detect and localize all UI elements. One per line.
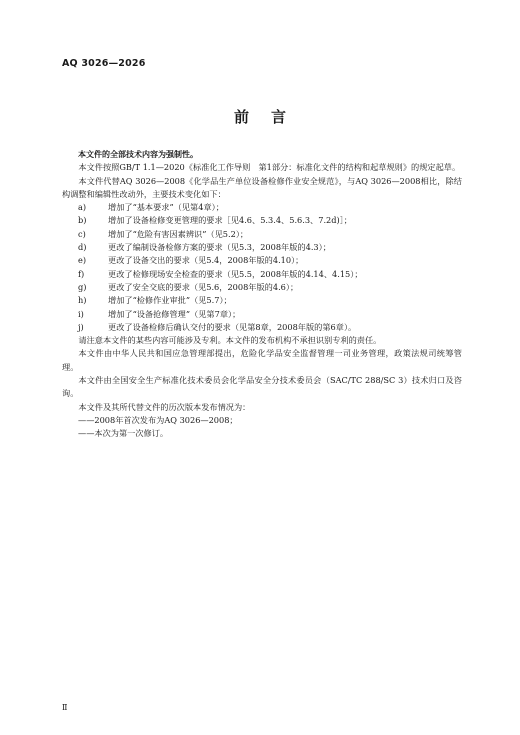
history-intro: 本文件及其所代替文件的历次版本发布情况为： (78, 401, 251, 412)
list-item-marker: c) (78, 228, 86, 239)
list-item-marker: j) (78, 321, 84, 332)
list-item-text: 增加了“危险有害因素辨识”（见5.2）； (108, 228, 249, 239)
list-item (62, 228, 462, 241)
technical-changes-list (62, 201, 462, 334)
list-item-text: 增加了“基本要求”（见第4章）； (108, 202, 224, 213)
foreword-body (62, 148, 462, 441)
drafting-statement: 本文件按照GB/T 1.1—2020《标准化工作导则 第1部分：标准化文件的结构和起草规则》的规定起草。 (78, 162, 461, 173)
replacement-statement: 本文件代替AQ 3026—2008《化学品生产单位设备检修作业安全规范》，与AQ 3026—2008相比，除结构调整和编辑性改动外，主要技术变化如下： (62, 175, 462, 199)
list-item-text: 更改了安全交底的要求（见5.6，2008年版的4.6）； (108, 281, 299, 292)
mandatory-statement: 本文件的全部技术内容为强制性。 (78, 150, 198, 159)
document-code: AQ 3026—2026 (62, 58, 146, 69)
list-item (62, 268, 462, 281)
list-item (62, 254, 462, 267)
list-item-text: 更改了编制设备检修方案的要求（见5.3，2008年版的4.3）； (108, 242, 331, 253)
list-item-marker: b) (78, 215, 87, 226)
list-item (62, 308, 462, 321)
list-item-marker: e) (78, 255, 87, 266)
history-item: ——2008年首次发布为AQ 3026—2008； (78, 414, 238, 425)
proposer-statement: 本文件由中华人民共和国应急管理部提出，危险化学品安全监督管理一司业务管理，政策法规司统筹管理。 (62, 348, 462, 372)
list-item (62, 294, 462, 307)
list-item-text: 更改了检修现场安全检查的要求（见5.5，2008年版的4.14、4.15）； (108, 268, 363, 279)
list-item-text: 更改了设备检修后确认交付的要求（见第8章，2008年版的第6章）。 (108, 321, 357, 332)
list-item-text: 增加了“检修作业审批”（见5.7）； (108, 295, 232, 306)
list-item (62, 214, 462, 227)
list-item-marker: a) (78, 202, 87, 213)
list-item-marker: i) (78, 308, 84, 319)
committee-statement: 本文件由全国安全生产标准化技术委员会化学品安全分技术委员会（SAC/TC 288/SC 3）技术归口及咨询。 (62, 375, 462, 399)
list-item-text: 增加了设备检修变更管理的要求［见4.6、5.3.4、5.6.3、7.2d)］； (108, 215, 352, 226)
list-item (62, 201, 462, 214)
list-item (62, 281, 462, 294)
list-item (62, 241, 462, 254)
section-title: 前言 (233, 108, 308, 126)
patent-notice: 请注意本文件的某些内容可能涉及专利。本文件的发布机构不承担识别专利的责任。 (78, 335, 382, 346)
list-item-marker: d) (78, 242, 87, 253)
list-item-text: 更改了设备交出的要求（见5.4，2008年版的4.10）； (108, 255, 304, 266)
list-item (62, 321, 462, 334)
version-history-list (62, 414, 462, 441)
list-item-marker: h) (78, 295, 87, 306)
history-item: ——本次为第一次修订。 (78, 428, 169, 439)
list-item-text: 增加了“设备抢修管理”（见第7章）； (108, 308, 241, 319)
list-item-marker: f) (78, 268, 85, 279)
page-number: Ⅱ (62, 703, 68, 712)
list-item-marker: g) (78, 281, 87, 292)
